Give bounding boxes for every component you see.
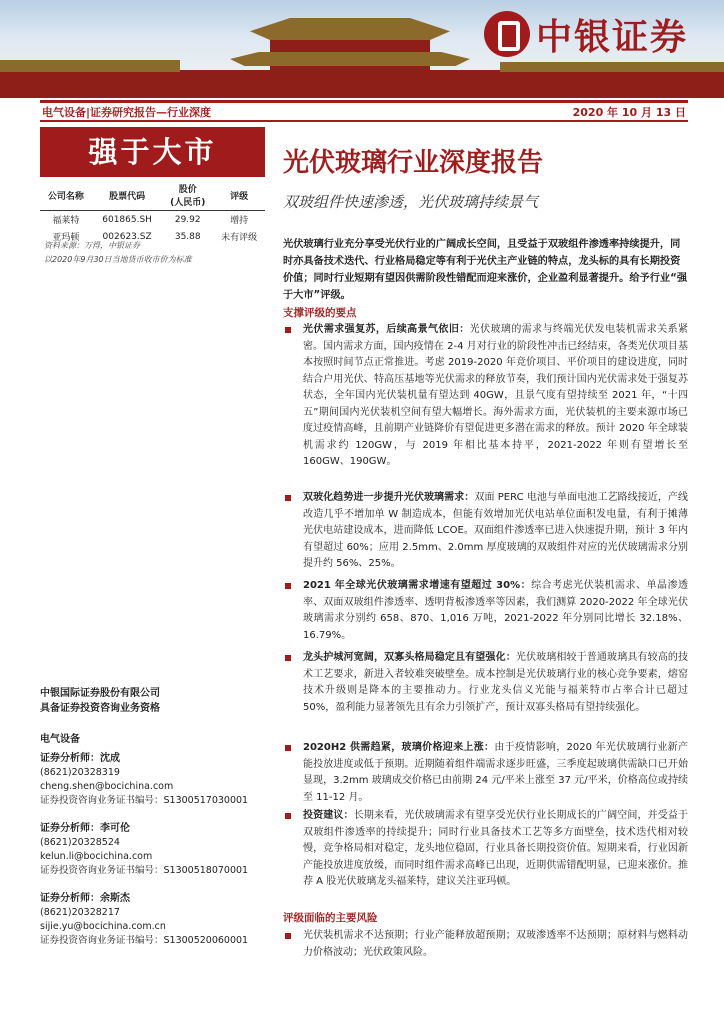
table-row xyxy=(40,211,265,229)
analyst-phone: (8621)20328319 xyxy=(40,767,120,778)
point-text: 双面 PERC 电池与单面电池工艺路线接近，产线改造几乎不增加单 W 制造成本，但能有效增加光伏电站单位面积发电量，有利于摊薄光伏电站建设成本，进而降低 LCOE。双面组件渗透率已进入快速提升期，预计 3 年内有望超过 60%；应用 2.5mm、2.0mm 厚度玻璃的双玻组件对应的光伏玻璃需求分别提升约 56%、25%。 xyxy=(303,492,689,569)
side-roof-left xyxy=(0,60,180,72)
list-item xyxy=(283,578,688,644)
col-company: 公司名称 xyxy=(40,180,92,211)
point-title: 2021 年全球光伏玻璃需求增速有望超过 30%： xyxy=(303,580,532,591)
bullet-square-icon xyxy=(285,583,291,589)
cell: 增持 xyxy=(230,216,249,226)
risks-heading: 评级面临的主要风险 xyxy=(283,912,378,924)
col-code: 股票代码 xyxy=(92,180,163,211)
boc-logo-icon xyxy=(484,11,530,57)
point-title: 光伏需求强复苏，后续高景气依旧： xyxy=(303,324,470,335)
section-label: 电气设备|证券研究报告—行业深度 xyxy=(42,106,212,119)
analyst-email[interactable]: kelun.li@bocichina.com xyxy=(40,851,153,862)
analyst-card xyxy=(40,822,270,878)
point-text: 光伏玻璃相较于普通玻璃具有较高的技术工艺要求，新进入者较难突破壁垒。成本控制是光伏玻璃行业的核心竞争要素，熔窑技术升级则是降本的主要推动力。行业龙头信义光能与福莱特市占率合计已超过 50%，盈利能力显著领先且有余力引领扩产，预计双寡头格局有望持续强化。 xyxy=(303,652,689,713)
bullet-square-icon xyxy=(285,495,291,501)
analyst-email[interactable]: sijie.yu@bocichina.com.cn xyxy=(40,921,166,932)
report-title: 光伏玻璃行业深度报告 xyxy=(283,148,544,178)
col-price: 股价 (人民币) xyxy=(162,180,213,211)
bullet-square-icon xyxy=(285,655,291,661)
point-title: 双玻化趋势进一步提升光伏玻璃需求： xyxy=(303,492,475,503)
point-title: 投资建议： xyxy=(303,810,354,821)
cell: 29.92 xyxy=(174,214,201,225)
analyst-name: 证券分析师：余斯杰 xyxy=(40,893,130,904)
list-item xyxy=(283,322,688,471)
list-item xyxy=(283,740,688,806)
table-note: 以2020年9月30日当地货币收市价为标准 xyxy=(44,255,192,264)
analyst-phone: (8621)20328524 xyxy=(40,837,120,848)
list-item xyxy=(283,928,688,961)
summary-paragraph: 光伏玻璃行业充分享受光伏行业的广阔成长空间，且受益于双玻组件渗透率持续提升，同时亦具备技术迭代、行业格局稳定等有利于光伏主产业链的特点，龙头标的具有长期投资价值；同时行业短期有望因供需阶段性错配而迎来涨价，企业盈利显著提升。给予行业“强于大市”评级。 xyxy=(283,239,688,301)
report-date: 2020 年 10 月 13 日 xyxy=(572,106,686,119)
header-rule xyxy=(40,100,688,103)
cell: 亚玛顿 xyxy=(52,233,80,243)
company-name: 中银国际证券股份有限公司 xyxy=(40,688,160,699)
header-banner xyxy=(0,0,724,98)
report-subtitle: 双玻组件快速渗透，光伏玻璃持续景气 xyxy=(283,193,539,211)
company-block xyxy=(40,686,160,716)
analyst-phone: (8621)20328217 xyxy=(40,907,120,918)
bullet-square-icon xyxy=(285,327,291,333)
cell: 未有评级 xyxy=(221,233,258,243)
analyst-card xyxy=(40,752,270,808)
analyst-card xyxy=(40,892,270,948)
company-qualification: 具备证券投资咨询业务资格 xyxy=(40,703,160,714)
logo xyxy=(484,8,714,60)
cell: 福莱特 xyxy=(52,216,80,226)
cell: 35.88 xyxy=(174,231,201,242)
point-title: 龙头护城河宽阔，双寡头格局稳定且有望强化： xyxy=(303,652,516,663)
list-item xyxy=(283,808,688,891)
cell: 002623.SZ xyxy=(102,231,152,242)
palace-roof xyxy=(250,18,450,40)
col-rating: 评级 xyxy=(213,180,265,211)
palace-lower-roof xyxy=(230,52,470,66)
point-text: 光伏玻璃的需求与终端光伏发电装机需求关系紧密。国内需求方面，国内疫情在 2-4 月对行业的阶段性冲击已经结束，各类光伏项目基本按照时间节点正常推进。考虑 2019-2020 年竞价项目、平价项目的建设进度，同时结合户用光伏、特高压基地等光伏需求的释放节奏，我们预计国内光伏需求处于强复苏状态，全年国内光伏装机量有望达到 40GW，且景气度有望持续至 2021 年，“十四五”期间国内光伏装机空间有望大幅增长。海外需求方面，光伏装机的主要来源市场已度过疫情高峰，且前期产业链降价有望促进更多潜在需求的释放。预计 2020 年全球装机需求约 120GW，与 2019 年相比基本持平，2021-2022 年则有望增长至 160GW、190GW。 xyxy=(303,324,689,467)
stock-table xyxy=(40,180,265,245)
analyst-cert: 证券投资咨询业务证书编号：S1300517030001 xyxy=(40,795,249,806)
bullet-square-icon xyxy=(285,933,291,939)
list-item xyxy=(283,650,688,716)
analyst-cert: 证券投资咨询业务证书编号：S1300520060001 xyxy=(40,935,249,946)
logo-text: 中银证券 xyxy=(536,15,689,58)
analyst-name: 证券分析师：沈成 xyxy=(40,753,120,764)
risks-text: 光伏装机需求不达预期；行业产能释放超预期；双玻渗透率不达预期；原材料与燃料动力价格波动；光伏政策风险。 xyxy=(303,930,688,958)
analyst-name: 证券分析师：李可伦 xyxy=(40,823,130,834)
cell: 601865.SH xyxy=(102,214,152,225)
point-text: 由于疫情影响，2020 年光伏玻璃行业新产能投放进度或低于预期。近期随着组件端需求逐步旺盛，三季度起玻璃供需缺口已开始显现，3.2mm 玻璃成交价格已由前期 24 元/平米上涨至 37 元/平米，价格高位或持续至 11-12 月。 xyxy=(303,742,688,803)
sector-label: 电气设备 xyxy=(40,734,80,745)
table-source: 资料来源：万得，中银证券 xyxy=(44,241,140,250)
side-roof-right xyxy=(500,62,724,72)
bullet-square-icon xyxy=(285,813,291,819)
analyst-cert: 证券投资咨询业务证书编号：S1300518070001 xyxy=(40,865,249,876)
points-heading: 支撑评级的要点 xyxy=(283,307,357,319)
bullet-square-icon xyxy=(285,745,291,751)
rating-badge: 强于大市 xyxy=(40,127,265,177)
palace-wall xyxy=(0,70,724,98)
analyst-email[interactable]: cheng.shen@bocichina.com xyxy=(40,781,174,792)
point-text: 综合考虑光伏装机需求、单晶渗透率、双面双玻组件渗透率、透明背板渗透率等因素，我们测算 2020-2022 年全球光伏玻璃需求分别约 658、870、1,016 万吨，2021-2022 年分别同比增长 32.18%、16.79%。 xyxy=(303,580,689,641)
list-item xyxy=(283,490,688,573)
point-text: 长期来看，光伏玻璃需求有望享受光伏行业长期成长的广阔空间，并受益于双玻组件渗透率的持续提升；同时行业具备技术工艺等多方面壁垒，技术迭代相对较慢，竞争格局相对稳定，龙头地位稳固，行业具备长期投资价值。短期来看，行业因新产能投放进度放缓，而同时组件需求高峰已出现，近期供需错配明显，已迎来涨价。推荐 A 股光伏玻璃龙头福莱特，建议关注亚玛顿。 xyxy=(303,810,689,887)
subheader-rule xyxy=(40,120,688,122)
point-title: 2020H2 供需趋紧，玻璃价格迎来上涨： xyxy=(303,742,495,753)
